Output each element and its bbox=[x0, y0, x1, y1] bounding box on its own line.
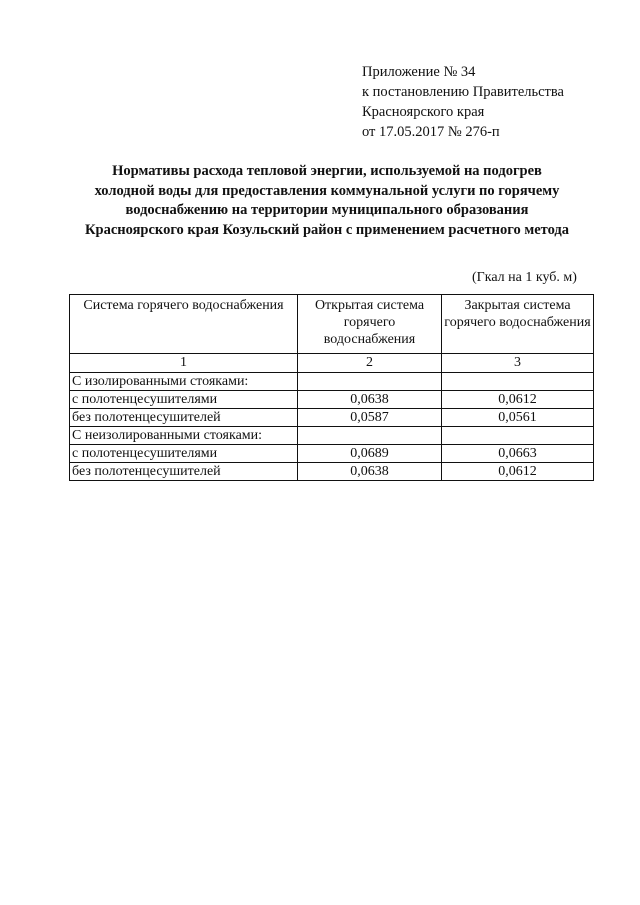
appendix-date: от 17.05.2017 № 276-п bbox=[362, 124, 500, 140]
closed-value: 0,0612 bbox=[442, 391, 594, 409]
row-label: С изолированными стояками: bbox=[70, 373, 298, 391]
row-label: с полотенцесушителями bbox=[70, 445, 298, 463]
column-number: 1 bbox=[70, 354, 298, 373]
appendix-resolution: к постановлению Правительства bbox=[362, 84, 564, 100]
row-label: с полотенцесушителями bbox=[70, 391, 298, 409]
closed-value bbox=[442, 373, 594, 391]
title-line: Красноярского края Козульский район с применением расчетного метода bbox=[84, 221, 569, 238]
row-label: без полотенцесушителей bbox=[70, 463, 298, 481]
column-number: 2 bbox=[298, 354, 442, 373]
open-value: 0,0587 bbox=[298, 409, 442, 427]
title-line: холодной воды для предоставления коммунальной услуги по горячему bbox=[94, 182, 560, 199]
table-row bbox=[70, 391, 594, 409]
table-row bbox=[70, 463, 594, 481]
document-title bbox=[62, 162, 592, 240]
open-value: 0,0638 bbox=[298, 391, 442, 409]
open-value: 0,0638 bbox=[298, 463, 442, 481]
open-value bbox=[298, 427, 442, 445]
appendix-region: Красноярского края bbox=[362, 104, 485, 120]
header-closed-system: Закрытая система горячего водоснабжения bbox=[442, 295, 594, 354]
row-label: С неизолированными стояками: bbox=[70, 427, 298, 445]
row-label: без полотенцесушителей bbox=[70, 409, 298, 427]
title-line: водоснабжению на территории муниципального образования bbox=[125, 202, 529, 218]
column-number-row bbox=[70, 354, 594, 373]
closed-value: 0,0663 bbox=[442, 445, 594, 463]
title-line: Нормативы расхода тепловой энергии, используемой на подогрев bbox=[112, 163, 542, 179]
table-row bbox=[70, 445, 594, 463]
table-row bbox=[70, 373, 594, 391]
header-system: Система горячего водоснабжения bbox=[70, 295, 298, 354]
table-row bbox=[70, 427, 594, 445]
unit-label: (Гкал на 1 куб. м) bbox=[472, 270, 577, 285]
header-open-system: Открытая система горячего водоснабжения bbox=[298, 295, 442, 354]
table-row bbox=[70, 409, 594, 427]
appendix-header bbox=[362, 62, 564, 142]
open-value: 0,0689 bbox=[298, 445, 442, 463]
appendix-number: Приложение № 34 bbox=[362, 64, 476, 80]
open-value bbox=[298, 373, 442, 391]
closed-value: 0,0561 bbox=[442, 409, 594, 427]
table-header-row bbox=[70, 295, 594, 354]
norms-table bbox=[69, 294, 594, 481]
closed-value: 0,0612 bbox=[442, 463, 594, 481]
column-number: 3 bbox=[442, 354, 594, 373]
closed-value bbox=[442, 427, 594, 445]
